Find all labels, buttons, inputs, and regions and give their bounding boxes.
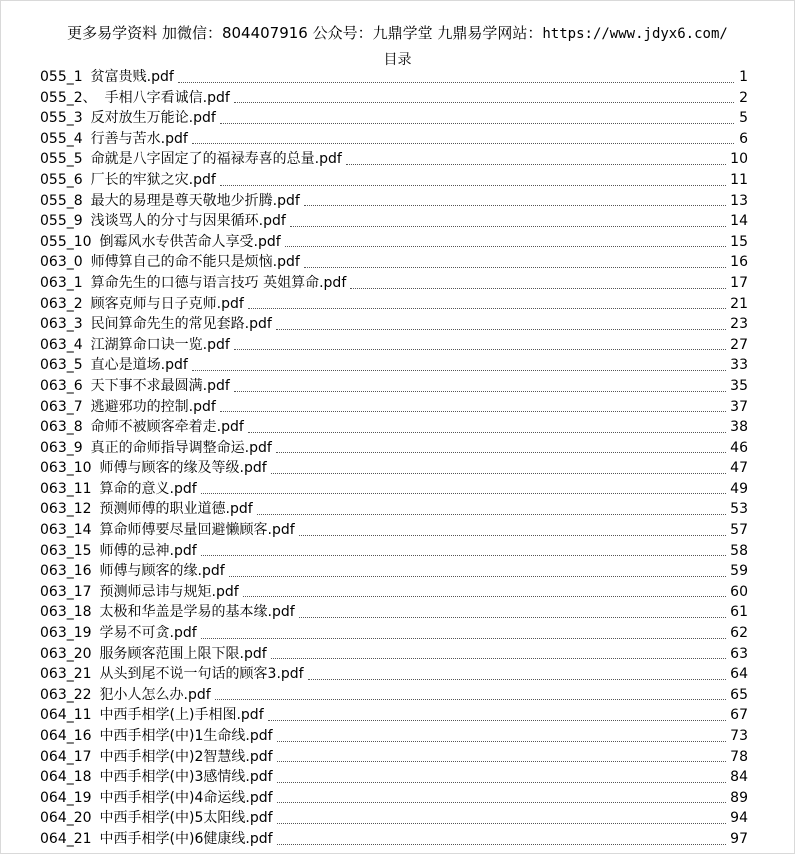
toc-entry-title[interactable]: 中西手相学(中)4命运线.pdf [99, 789, 273, 806]
dot-leader [220, 397, 726, 418]
toc-entry-title[interactable]: 学易不可贪.pdf [99, 625, 197, 642]
toc-entry-code: 063_18 [40, 604, 92, 621]
toc-entry-page-number: 27 [730, 336, 748, 353]
toc-entry-code: 063_9 [40, 439, 83, 456]
toc-entry-title[interactable]: 算命的意义.pdf [99, 480, 197, 497]
toc-entry-code: 063_16 [40, 563, 92, 580]
dot-leader [234, 335, 726, 356]
dot-leader [304, 191, 726, 212]
toc-entry-page-number: 37 [730, 398, 748, 415]
dot-leader [229, 561, 726, 582]
dot-leader [268, 705, 727, 726]
toc-entry-code: 063_14 [40, 522, 92, 539]
toc-entry-page-number: 1 [739, 69, 748, 85]
toc-entry[interactable] [40, 129, 748, 150]
dot-leader [285, 232, 726, 253]
toc-entry-code: 063_3 [40, 316, 83, 333]
header-url-link[interactable]: https://www.jdyx6.com/ [542, 26, 728, 42]
dot-leader [192, 355, 726, 376]
toc-entry[interactable] [40, 376, 748, 397]
toc-entry[interactable] [40, 582, 748, 603]
dot-leader [304, 252, 726, 273]
dot-leader [276, 438, 726, 459]
toc-entry-page-number: 89 [730, 789, 748, 806]
toc-entry-code: 055_5 [40, 151, 83, 168]
toc-entry[interactable] [40, 623, 748, 644]
dot-leader [299, 602, 726, 623]
dot-leader [201, 623, 726, 644]
toc-entry-page-number: 57 [730, 522, 748, 539]
dot-leader [234, 376, 726, 397]
toc-entry-code: 063_17 [40, 583, 92, 600]
dot-leader [243, 582, 726, 603]
dot-leader [234, 88, 734, 109]
dot-leader [248, 417, 726, 438]
toc-entry[interactable] [40, 541, 748, 562]
toc-entry-page-number: 97 [730, 830, 748, 847]
toc-entry-code: 055_10 [40, 233, 92, 250]
toc-entry-title[interactable]: 中西手相学(中)6健康线.pdf [99, 830, 273, 847]
toc-entry[interactable] [40, 499, 748, 520]
toc-entry-title[interactable]: 真正的命师指导调整命运.pdf [90, 439, 272, 456]
table-of-contents [40, 67, 748, 850]
toc-entry[interactable] [40, 191, 748, 212]
toc-entry-page-number: 53 [730, 501, 748, 518]
toc-entry[interactable] [40, 232, 748, 253]
toc-entry-title[interactable]: 民间算命先生的常见套路.pdf [90, 316, 272, 333]
dot-leader [299, 520, 726, 541]
toc-entry-page-number: 78 [730, 748, 748, 765]
dot-leader [308, 664, 727, 685]
dot-leader [248, 294, 726, 315]
toc-entry-code: 055_1 [40, 69, 83, 85]
toc-entry[interactable] [40, 685, 748, 706]
toc-entry[interactable] [40, 88, 748, 109]
toc-entry-title[interactable]: 服务顾客范围上限下限.pdf [99, 645, 267, 662]
toc-entry-code: 063_2 [40, 295, 83, 312]
toc-entry-page-number: 35 [730, 377, 748, 394]
toc-entry-code: 055_2、 [40, 89, 97, 106]
toc-entry-title[interactable]: 厂长的牢狱之灾.pdf [90, 171, 216, 188]
dot-leader [277, 747, 727, 768]
dot-leader [201, 479, 726, 500]
toc-entry-page-number: 38 [730, 419, 748, 436]
toc-entry-page-number: 94 [730, 810, 748, 827]
toc-entry-code: 063_8 [40, 419, 83, 436]
toc-entry-title[interactable]: 手相八字看诚信.pdf [104, 89, 230, 106]
toc-entry-code: 063_19 [40, 625, 92, 642]
toc-entry-page-number: 61 [730, 604, 748, 621]
toc-entry-title[interactable]: 命就是八字固定了的福禄寿喜的总量.pdf [90, 151, 342, 168]
dot-leader [290, 211, 726, 232]
toc-entry-code: 063_7 [40, 398, 83, 415]
toc-entry[interactable] [40, 149, 748, 170]
toc-entry[interactable] [40, 170, 748, 191]
toc-entry-title[interactable]: 浅谈骂人的分寸与因果循环.pdf [90, 213, 286, 230]
toc-entry-title[interactable]: 直心是道场.pdf [90, 357, 188, 374]
toc-entry-page-number: 13 [730, 192, 748, 209]
toc-entry-page-number: 73 [730, 728, 748, 744]
toc-entry-code: 063_0 [40, 254, 83, 271]
toc-entry[interactable] [40, 602, 748, 623]
page-header [0, 22, 795, 43]
toc-entry-title[interactable]: 预测师忌讳与规矩.pdf [99, 583, 239, 600]
toc-entry-title[interactable]: 算命先生的口德与语言技巧 英姐算命.pdf [90, 274, 347, 291]
dot-leader [277, 767, 727, 788]
toc-entry-title[interactable]: 行善与苦水.pdf [90, 130, 188, 147]
toc-entry-title[interactable]: 师傅与顾客的缘.pdf [99, 563, 225, 580]
toc-entry-title[interactable]: 太极和华盖是学易的基本缘.pdf [99, 604, 295, 621]
toc-entry-page-number: 2 [739, 89, 748, 106]
toc-entry-title[interactable]: 天下事不求最圆满.pdf [90, 377, 230, 394]
toc-entry-code: 055_4 [40, 130, 83, 147]
toc-entry-code: 055_6 [40, 171, 83, 188]
toc-entry[interactable] [40, 458, 748, 479]
toc-entry[interactable] [40, 294, 748, 315]
toc-entry[interactable] [40, 747, 748, 768]
dot-leader [215, 685, 726, 706]
toc-entry-title[interactable]: 命师不被顾客牵着走.pdf [90, 419, 244, 436]
toc-entry[interactable] [40, 273, 748, 294]
toc-entry-title[interactable]: 逃避邪功的控制.pdf [90, 398, 216, 415]
dot-leader [178, 67, 734, 88]
toc-entry-code: 063_6 [40, 377, 83, 394]
toc-entry-page-number: 6 [739, 130, 748, 147]
toc-entry[interactable] [40, 561, 748, 582]
toc-entry[interactable] [40, 726, 748, 747]
toc-entry-page-number: 11 [730, 171, 748, 188]
toc-entry-page-number: 62 [730, 625, 748, 642]
dot-leader [220, 170, 726, 191]
toc-entry[interactable] [40, 829, 748, 850]
toc-entry-title[interactable]: 犯小人怎么办.pdf [99, 686, 211, 703]
toc-entry-page-number: 67 [730, 707, 748, 724]
toc-entry-title[interactable]: 中西手相学(中)2智慧线.pdf [99, 748, 273, 765]
toc-entry-page-number: 59 [730, 563, 748, 580]
toc-entry-code: 055_9 [40, 213, 83, 230]
toc-entry[interactable] [40, 397, 748, 418]
toc-entry[interactable] [40, 788, 748, 809]
toc-entry[interactable] [40, 355, 748, 376]
dot-leader [271, 458, 726, 479]
toc-entry-code: 063_12 [40, 501, 92, 518]
toc-entry[interactable] [40, 644, 748, 665]
toc-entry-code: 063_5 [40, 357, 83, 374]
toc-entry-title[interactable]: 中西手相学(中)3感情线.pdf [99, 769, 273, 786]
toc-entry-title[interactable]: 预测师傅的职业道德.pdf [99, 501, 253, 518]
toc-entry-page-number: 47 [730, 460, 748, 477]
toc-entry-code: 055_3 [40, 110, 83, 127]
toc-entry-title[interactable]: 师傅与顾客的缘及等级.pdf [99, 460, 267, 477]
toc-entry-title[interactable]: 中西手相学(中)1生命线.pdf [99, 728, 273, 744]
dot-leader [271, 644, 726, 665]
toc-entry[interactable] [40, 520, 748, 541]
toc-entry[interactable] [40, 211, 748, 232]
toc-entry-page-number: 60 [730, 583, 748, 600]
toc-entry-title[interactable]: 江湖算命口诀一览.pdf [90, 336, 230, 353]
toc-entry-code: 063_1 [40, 274, 83, 291]
toc-entry-code: 064_16 [40, 728, 92, 744]
toc-entry[interactable] [40, 767, 748, 788]
toc-entry-page-number: 49 [730, 480, 748, 497]
toc-entry[interactable] [40, 252, 748, 273]
toc-entry-page-number: 63 [730, 645, 748, 662]
toc-entry-code: 063_15 [40, 542, 92, 559]
dot-leader [346, 149, 726, 170]
toc-entry-title[interactable]: 倒霉风水专供苦命人享受.pdf [99, 233, 281, 250]
toc-entry-title[interactable]: 反对放生万能论.pdf [90, 110, 216, 127]
dot-leader [220, 108, 734, 129]
toc-entry-page-number: 17 [730, 274, 748, 291]
toc-entry-page-number: 10 [730, 151, 748, 168]
toc-entry-page-number: 84 [730, 769, 748, 786]
toc-entry-title[interactable]: 顾客克师与日子克师.pdf [90, 295, 244, 312]
toc-entry-code: 063_21 [40, 666, 92, 683]
toc-entry-code: 063_10 [40, 460, 92, 477]
dot-leader [277, 808, 727, 829]
dot-leader [201, 541, 726, 562]
toc-entry[interactable] [40, 438, 748, 459]
toc-entry-code: 063_11 [40, 480, 92, 497]
dot-leader [277, 829, 727, 850]
toc-entry-code: 064_21 [40, 830, 92, 847]
toc-title: 目录 [383, 52, 412, 68]
toc-entry-page-number: 46 [730, 439, 748, 456]
header-text: 更多易学资料 加微信：804407916 公众号：九鼎学堂 九鼎易学网站： [67, 24, 543, 42]
toc-entry[interactable] [40, 664, 748, 685]
toc-entry-page-number: 16 [730, 254, 748, 271]
dot-leader [257, 499, 726, 520]
toc-entry-code: 064_18 [40, 769, 92, 786]
toc-entry-code: 055_8 [40, 192, 83, 209]
toc-entry-title[interactable]: 师傅算自己的命不能只是烦恼.pdf [90, 254, 300, 271]
toc-entry-title[interactable]: 中西手相学(上)手相图.pdf [99, 707, 264, 724]
toc-entry-code: 064_19 [40, 789, 92, 806]
toc-entry-code: 064_20 [40, 810, 92, 827]
toc-entry-title[interactable]: 贫富贵贱.pdf [90, 69, 174, 85]
toc-entry-code: 063_20 [40, 645, 92, 662]
toc-entry-title[interactable]: 从头到尾不说一句话的顾客3.pdf [99, 666, 304, 683]
dot-leader [277, 726, 727, 747]
toc-entry-page-number: 58 [730, 542, 748, 559]
toc-entry-page-number: 21 [730, 295, 748, 312]
toc-entry[interactable] [40, 67, 748, 88]
toc-entry[interactable] [40, 335, 748, 356]
toc-entry[interactable] [40, 808, 748, 829]
toc-entry-code: 064_11 [40, 707, 92, 724]
toc-entry-page-number: 23 [730, 316, 748, 333]
dot-leader [192, 129, 734, 150]
toc-entry[interactable] [40, 479, 748, 500]
toc-entry[interactable] [40, 417, 748, 438]
toc-entry-code: 063_22 [40, 686, 92, 703]
toc-entry[interactable] [40, 108, 748, 129]
toc-entry-page-number: 33 [730, 357, 748, 374]
dot-leader [277, 788, 727, 809]
toc-entry-code: 063_4 [40, 336, 83, 353]
toc-entry-title[interactable]: 师傅的忌神.pdf [99, 542, 197, 559]
toc-entry-code: 064_17 [40, 748, 92, 765]
toc-entry-page-number: 5 [739, 110, 748, 127]
toc-entry-page-number: 15 [730, 233, 748, 250]
toc-entry-page-number: 64 [730, 666, 748, 683]
toc-entry-page-number: 65 [730, 686, 748, 703]
toc-entry-title[interactable]: 中西手相学(中)5太阳线.pdf [99, 810, 273, 827]
toc-entry[interactable] [40, 705, 748, 726]
toc-entry-page-number: 14 [730, 213, 748, 230]
dot-leader [350, 273, 726, 294]
dot-leader [276, 314, 726, 335]
toc-entry-title[interactable]: 算命师傅要尽量回避懒顾客.pdf [99, 522, 295, 539]
toc-entry[interactable] [40, 314, 748, 335]
toc-entry-title[interactable]: 最大的易理是尊天敬地少折腾.pdf [90, 192, 300, 209]
